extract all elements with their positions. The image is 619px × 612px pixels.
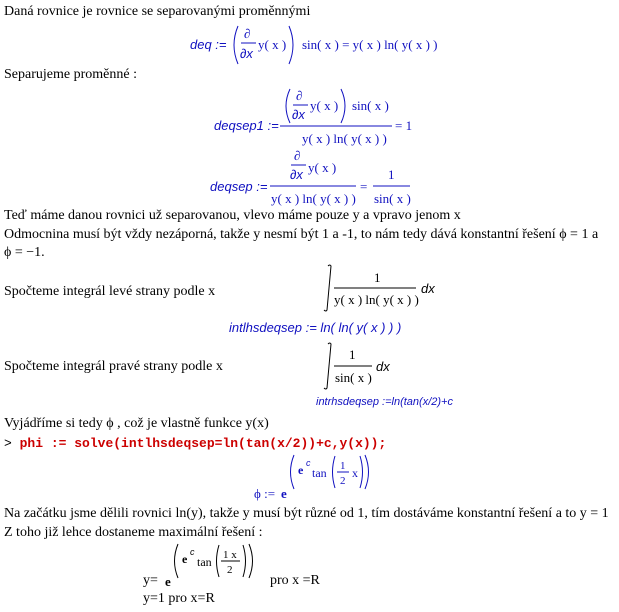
svg-text:y( x ): y( x ) [310, 98, 339, 113]
svg-text:c: c [306, 458, 311, 468]
constant-solution-y1: y=1 pro x=R [143, 591, 215, 606]
svg-text:∂x: ∂x [292, 107, 305, 122]
separation-line: Separujeme proměnné : [4, 67, 137, 82]
svg-text:∂: ∂ [294, 148, 301, 163]
svg-text:∂x: ∂x [290, 167, 303, 182]
svg-text:y( x ): y( x ) [258, 37, 287, 52]
svg-text:y( x ) ln( y( x ) ): y( x ) ln( y( x ) ) [271, 191, 356, 206]
express-phi-text: Vyjádříme si tedy ϕ , což je vlastně funkce y(x) [4, 416, 269, 431]
svg-text:sin( x ): sin( x ) [335, 370, 372, 385]
svg-text:1: 1 [388, 167, 395, 182]
svg-text:dx: dx [421, 281, 435, 296]
left-integral [318, 262, 448, 314]
solution-y-label: y= [143, 573, 158, 588]
svg-text:tan: tan [312, 466, 327, 480]
svg-text:2: 2 [227, 564, 233, 576]
svg-text:1: 1 [349, 347, 356, 362]
svg-text:1: 1 [374, 270, 381, 285]
svg-text:sin( x ) = y( x ) ln( y( x ) ): sin( x ) = y( x ) ln( y( x ) ) [302, 37, 438, 52]
svg-text:dx: dx [376, 359, 390, 374]
deqsep1-equation [214, 86, 414, 150]
svg-text:y( x ) ln( y( x ) ): y( x ) ln( y( x ) ) [334, 292, 419, 307]
svg-text:tan: tan [197, 555, 212, 569]
svg-text:x: x [352, 466, 358, 480]
maximal-solution-expression [163, 541, 263, 591]
svg-text:∂x: ∂x [240, 46, 253, 61]
constant-solution-line-1: Odmocnina musí být vždy nezáporná, takže y nesmí být 1 a -1, to nám tedy dává konstantní řešení ϕ = 1 a [4, 227, 599, 242]
constant-solution-line-2: ϕ = −1. [4, 245, 45, 260]
svg-text:sin( x ): sin( x ) [352, 98, 389, 113]
phi-result [254, 452, 384, 502]
svg-text:1 x: 1 x [223, 549, 237, 561]
phi-label: ϕ := [254, 486, 276, 501]
svg-text:= 1: = 1 [395, 118, 413, 133]
svg-text:e: e [182, 552, 188, 566]
svg-text:y( x ): y( x ) [308, 160, 337, 175]
svg-text:1: 1 [340, 460, 346, 472]
intlhs-result: intlhsdeqsep := ln( ln( y( x ) ) ) [229, 320, 402, 335]
svg-text:∂: ∂ [296, 88, 303, 103]
svg-text:=: = [360, 179, 368, 194]
maple-command[interactable] [4, 436, 386, 451]
svg-text:c: c [190, 547, 195, 557]
svg-text:2: 2 [340, 475, 346, 487]
svg-text:y( x ) ln( y( x ) ): y( x ) ln( y( x ) ) [302, 131, 387, 146]
separated-note: Teď máme danou rovnici už separovanou, vlevo máme pouze y a vpravo jenom x [4, 208, 461, 223]
command-text[interactable]: phi := solve(intlhsdeqsep=ln(tan(x/2))+c,y(x)); [19, 436, 387, 451]
right-integral-text: Spočteme integrál pravé strany podle x [4, 359, 223, 374]
ln-division-note: Na začátku jsme dělili rovnici ln(y), takže y musí být různé od 1, tím dostáváme konstantní řešení a to y = 1 [4, 506, 609, 521]
right-integral [318, 340, 408, 392]
deq-equation [190, 22, 440, 68]
deqsep-label: deqsep := [210, 179, 268, 194]
left-integral-text: Spočteme integrál levé strany podle x [4, 284, 216, 299]
deqsep1-label: deqsep1 := [214, 118, 279, 133]
intrhs-result: intrhsdeqsep :=ln(tan(x/2)+c [316, 396, 453, 408]
svg-text:e: e [298, 463, 304, 477]
svg-text:e: e [165, 574, 171, 589]
deqsep-equation [210, 148, 420, 210]
command-prompt: > [4, 436, 12, 451]
intro-line: Daná rovnice je rovnice se separovanými proměnnými [4, 4, 311, 19]
maximal-solution-text: Z toho již lehce dostaneme maximální řešení : [4, 525, 263, 540]
svg-text:e: e [281, 486, 287, 501]
deq-label: deq := [190, 37, 227, 52]
svg-text:sin( x ): sin( x ) [374, 191, 411, 206]
svg-text:∂: ∂ [244, 26, 251, 41]
solution-domain: pro x =R [270, 573, 320, 588]
